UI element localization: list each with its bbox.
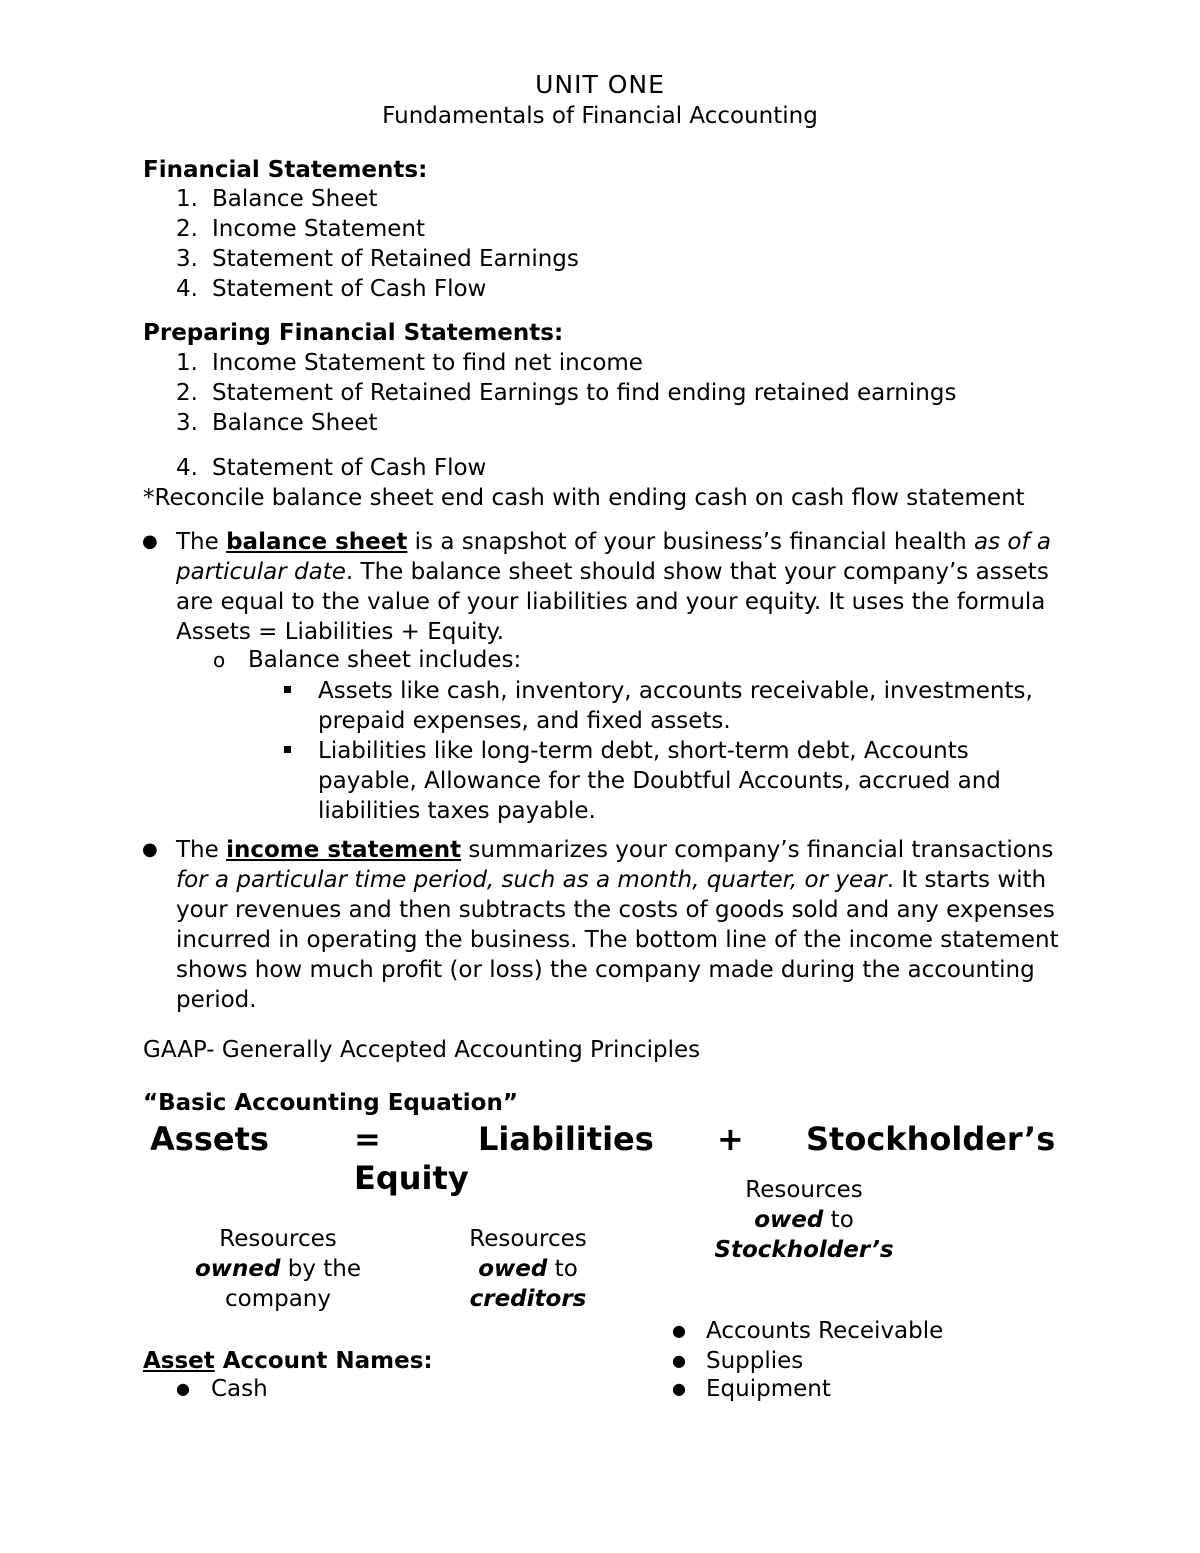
bullet-icon: ● <box>142 531 158 552</box>
income-statement-paragraph: The income statement summarizes your company’s financial transactions for a particular time period, such as a month, quarter, or year. It starts with your revenues and then subtracts the costs of goods sold and any expenses incurred in operating the business. The bottom line of the income statement shows how much profit (or loss) the company made during the accounting period. <box>176 837 1059 1013</box>
assets-description: Assets like cash, inventory, accounts receivable, investments, prepaid expenses, and fixed assets. <box>318 678 1033 734</box>
equation-equals: = <box>354 1120 381 1158</box>
bullet-icon: ● <box>142 839 158 860</box>
circle-bullet-icon: o <box>213 648 226 672</box>
list-item: 2. Income Statement <box>176 216 425 242</box>
list-item: 4. Statement of Cash Flow <box>176 455 487 481</box>
square-bullet-icon <box>284 746 291 753</box>
balance-sheet-includes: Balance sheet includes: <box>248 647 522 673</box>
gaap-definition: GAAP- Generally Accepted Accounting Principles <box>143 1037 701 1063</box>
page-subtitle: Fundamentals of Financial Accounting <box>382 103 818 129</box>
list-item: Supplies <box>706 1348 804 1374</box>
asset-account-names-heading: Asset Account Names: <box>143 1348 433 1374</box>
list-item: Accounts Receivable <box>706 1318 944 1344</box>
equity-resources-description: Resources owed to Stockholder’s <box>714 1177 894 1263</box>
equation-heading: “Basic Accounting Equation” <box>143 1090 518 1116</box>
bullet-icon: ● <box>176 1379 190 1398</box>
list-item: 3. Balance Sheet <box>176 410 378 436</box>
list-item: Equipment <box>706 1376 831 1402</box>
list-item: Cash <box>211 1376 268 1402</box>
equation-plus: + <box>717 1120 744 1158</box>
list-item: 3. Statement of Retained Earnings <box>176 246 579 272</box>
bullet-icon: ● <box>672 1321 686 1340</box>
square-bullet-icon <box>284 686 291 693</box>
list-item: 2. Statement of Retained Earnings to find ending retained earnings <box>176 380 957 406</box>
equation-stockholders: Stockholder’s <box>806 1120 1056 1158</box>
preparing-list <box>176 348 956 438</box>
list-item: 1. Balance Sheet <box>176 186 378 212</box>
bullet-icon: ● <box>672 1379 686 1398</box>
list-item: 4. Statement of Cash Flow <box>176 276 487 302</box>
equation-assets: Assets <box>150 1120 269 1158</box>
financial-statements-list <box>176 184 579 304</box>
balance-sheet-term: balance sheet <box>226 529 408 555</box>
liabilities-resources-description: Resources owed to creditors <box>469 1226 587 1312</box>
balance-sheet-paragraph: The balance sheet is a snapshot of your business’s financial health as of a particular date. The balance sheet should show that your company’s assets are equal to the value of your liabilities and your equity. It uses the formula Assets = Liabilities + Equity. <box>176 529 1051 645</box>
preparing-list-continued <box>176 453 486 483</box>
preparing-heading: Preparing Financial Statements: <box>143 320 564 346</box>
equation-liabilities: Liabilities <box>478 1120 654 1158</box>
list-item: 1. Income Statement to find net income <box>176 350 643 376</box>
assets-resources-description: Resources owned by the company <box>194 1226 362 1312</box>
bullet-icon: ● <box>672 1351 686 1370</box>
financial-statements-heading: Financial Statements: <box>143 157 428 183</box>
equation-equity: Equity <box>354 1159 469 1197</box>
liabilities-description: Liabilities like long-term debt, short-term debt, Accounts payable, Allowance for the Doubtful Accounts, accrued and liabilities taxes payable. <box>318 738 1001 824</box>
reconcile-note: *Reconcile balance sheet end cash with ending cash on cash flow statement <box>143 485 1025 511</box>
page-title: UNIT ONE <box>535 70 665 99</box>
income-statement-term: income statement <box>226 837 462 863</box>
